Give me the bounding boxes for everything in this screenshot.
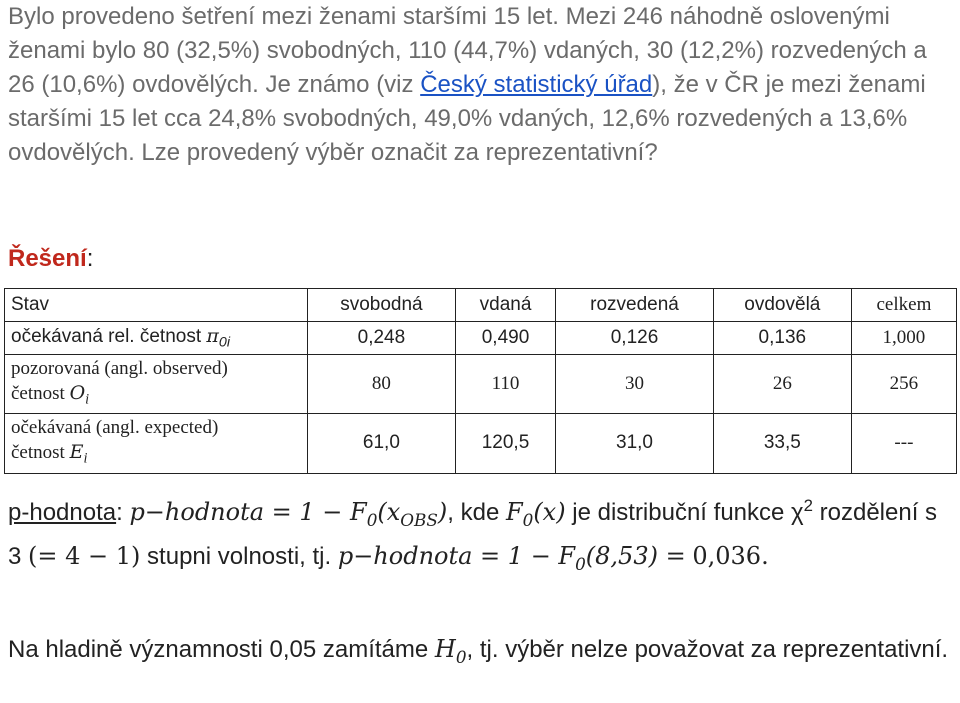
table-cell: 0,248: [308, 322, 456, 355]
table-cell: 30: [556, 355, 714, 414]
row-label-expected: očekávaná (angl. expected) četnost $E_i$: [5, 414, 308, 473]
pvalue-formula: p−hodnota = $1 - F_0(x_{OBS})$: [129, 498, 448, 530]
table-cell: 80: [308, 355, 456, 414]
row-label-observed: pozorovaná (angl. observed) četnost $O_i$: [5, 355, 308, 414]
header-cell-svobodna: svobodná: [308, 289, 456, 322]
solution-colon: :: [86, 245, 94, 272]
table-cell: 256: [851, 355, 956, 414]
solution-heading: [8, 244, 93, 274]
table-row-expected-rel: [5, 322, 957, 355]
conclusion-paragraph: Na hladině významnosti 0,05 zamítáme $H_0$, tj. výběr nelze považovat za reprezentativní.: [8, 635, 949, 667]
table-cell: 120,5: [455, 414, 555, 473]
intro-text-after-link: ), že v ČR je mezi ženami staršími 15 let cca 24,8% svobodných, 49,0% vdaných, 12,6% rozvedených a 13,6% ovdovělých. Lze provedený výběr označit za reprezentativní?: [8, 71, 926, 166]
table-cell: 33,5: [713, 414, 851, 473]
table-cell: 110: [455, 355, 555, 414]
table-row-observed: [5, 355, 957, 414]
table-cell: 0,126: [556, 322, 714, 355]
header-cell-vdana: vdaná: [455, 289, 555, 322]
pvalue-result: 0,036.: [692, 541, 769, 570]
table-cell: 0,136: [713, 322, 851, 355]
table-cell: 0,490: [455, 322, 555, 355]
table-cell: ---: [851, 414, 956, 473]
row-label-expected-rel: očekávaná rel. četnost $\pi_{0i}$: [5, 322, 308, 355]
frequency-table: [4, 288, 957, 474]
solution-label: Řešení: [8, 245, 87, 272]
pi-symbol: π: [206, 325, 219, 348]
table-cell: 31,0: [556, 414, 714, 473]
table-cell: 26: [713, 355, 851, 414]
table-cell: 1,000: [851, 322, 956, 355]
header-cell-ovdovela: ovdovělá: [713, 289, 851, 322]
header-cell-rozvedena: rozvedená: [556, 289, 714, 322]
header-cell-celkem: celkem: [851, 289, 956, 322]
intro-text-before-link: Bylo provedeno šetření mezi ženami staršími 15 let. Mezi 246 náhodně oslovenými ženami bylo 80 (32,5%) svobodných, 110 (44,7%) vdaných, 30 (12,2%) rozvedených a 26 (10,6%) ovdovělých. Je známo (viz: [8, 3, 927, 98]
czso-link[interactable]: Český statistický úřad: [420, 71, 653, 98]
pvalue-paragraph: p-hodnota: p−hodnota = $1 - F_0(x_{OBS})$, kde $F_0(x)$ je distribuční funkce $\chi^2$ rozdělení s 3 (= 4 − 1) stupni volnosti, tj. p−hodnota = $1 - F_0(8,53) = 0,036$.: [8, 496, 938, 574]
pvalue-result-formula: p−hodnota = $1 - F_0(8,53)$ =: [337, 541, 686, 574]
table-row-expected: [5, 414, 957, 473]
table-cell: 61,0: [308, 414, 456, 473]
pvalue-label: p-hodnota: [8, 499, 117, 526]
intro-paragraph: [8, 0, 953, 170]
table-header-row: [5, 289, 957, 322]
header-cell-stav: Stav: [5, 289, 308, 322]
